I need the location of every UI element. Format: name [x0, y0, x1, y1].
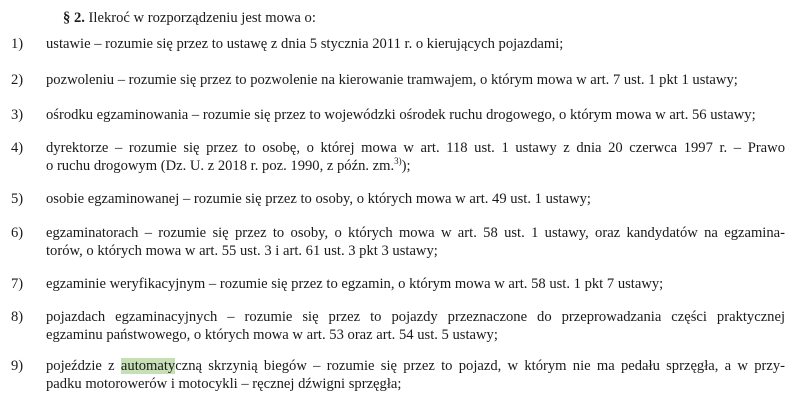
item-text: pojazdach egzaminacyjnych – rozumie się przez to pojazdy przeznaczone do przeprowadzania części praktycznej: [46, 309, 785, 325]
item-text-continuation: egzaminu państwowego, o których mowa w art. 53 oraz art. 54 ust. 5 ustawy;: [46, 327, 498, 343]
item-text-part: pojeździe z: [46, 358, 121, 374]
item-text-part: o ruchu drogowym (Dz. U. z 2018 r. poz. 1990, z późn. zm.: [46, 158, 395, 174]
item-number: 2): [11, 72, 24, 88]
item-text-continuation: torów, o których mowa w art. 55 ust. 3 i art. 61 ust. 3 pkt 3 ustawy;: [46, 243, 438, 259]
item-text: ustawie – rozumie się przez to ustawę z dnia 5 stycznia 2011 r. o kierujących pojazdami;: [46, 36, 564, 52]
search-highlight[interactable]: automaty: [120, 358, 176, 374]
item-number: 4): [11, 140, 24, 156]
section-number: § 2.: [63, 10, 85, 26]
item-text-continuation: [46, 158, 411, 176]
item-text-continuation: padku motorowerów i motocykli – ręcznej dźwigni sprzęgła;: [46, 376, 402, 392]
section-heading: [63, 9, 316, 27]
item-text-part: czną skrzynią biegów – rozumie się przez to pojazd, w którym nie ma pedału sprzęgła, a w przy-: [175, 358, 785, 374]
item-text: egzaminie weryfikacyjnym – rozumie się przez to egzamin, o którym mowa w art. 58 ust. 1 pkt 7 ustawy;: [46, 276, 664, 292]
item-text-part: );: [401, 158, 411, 174]
item-text: egzaminatorach – rozumie się przez to osoby, o których mowa w art. 58 ust. 1 ustawy, oraz kandydatów na egzamina-: [46, 225, 785, 241]
item-text: ośrodku egzaminowania – rozumie się przez to wojewódzki ośrodek ruchu drogowego, o którym mowa w art. 56 ustawy;: [46, 107, 756, 123]
item-number: 7): [11, 276, 24, 292]
item-text: osobie egzaminowanej – rozumie się przez to osoby, o których mowa w art. 49 ust. 1 ustawy;: [46, 191, 591, 207]
section-intro-text: Ilekroć w rozporządzeniu jest mowa o:: [88, 10, 316, 26]
item-text: pozwoleniu – rozumie się przez to pozwolenie na kierowanie tramwajem, o którym mowa w art. 7 ust. 1 pkt 1 ustawy;: [46, 72, 738, 88]
item-number: 3): [11, 107, 24, 123]
item-text: [46, 358, 785, 376]
item-text: dyrektorze – rozumie się przez to osobę, o której mowa w art. 118 ust. 1 ustawy z dnia 20 czerwca 1997 r. – Prawo: [46, 140, 785, 156]
item-number: 9): [11, 358, 24, 374]
item-number: 6): [11, 225, 24, 241]
item-number: 5): [11, 191, 24, 207]
footnote-reference[interactable]: 3): [394, 156, 402, 167]
item-number: 8): [11, 309, 24, 325]
item-number: 1): [11, 36, 24, 52]
